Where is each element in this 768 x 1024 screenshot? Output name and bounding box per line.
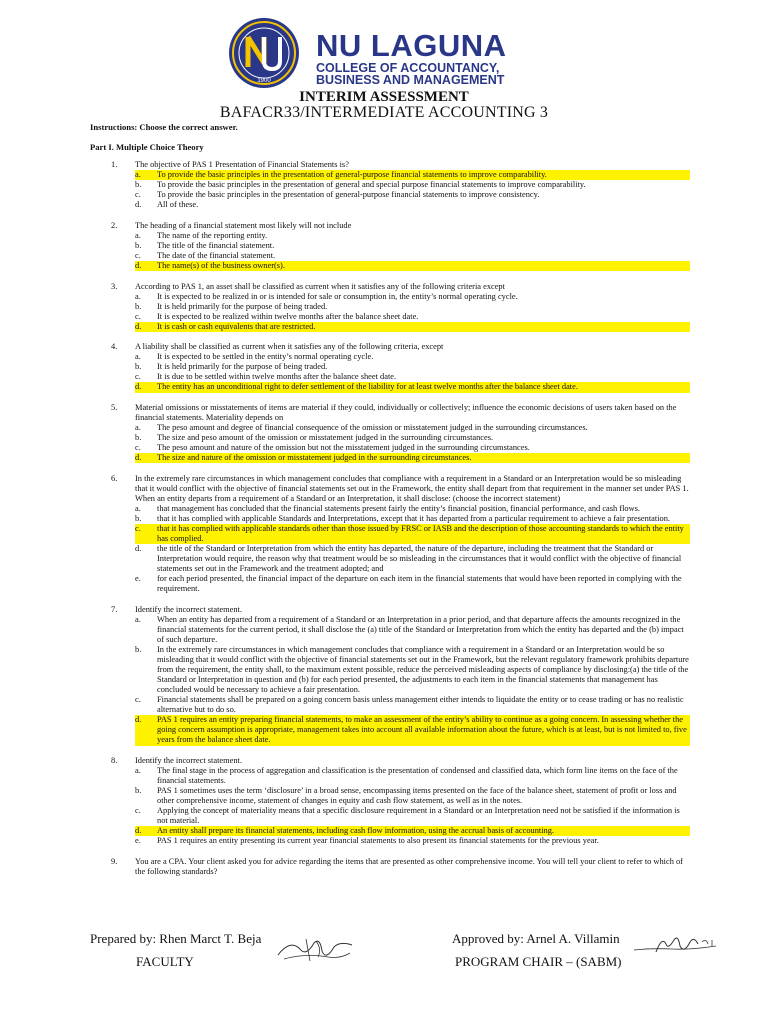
answer-option [135, 423, 690, 433]
option-letter: c. [135, 806, 141, 816]
option-letter: d. [135, 715, 142, 725]
answer-option [135, 443, 690, 453]
option-letter: c. [135, 190, 141, 200]
answer-option [135, 372, 690, 382]
prepared-by: Prepared by: Rhen Marct T. Beja [90, 931, 262, 946]
option-text: All of these. [157, 200, 199, 210]
question-4 [90, 342, 690, 392]
answer-option [135, 504, 690, 514]
answer-option-highlighted [135, 382, 690, 392]
answer-option [135, 786, 690, 806]
question-number: 9. [111, 856, 118, 866]
option-text: It is expected to be realized within twelve months after the balance sheet date. [157, 311, 419, 321]
answer-option [135, 645, 690, 695]
answer-option [135, 574, 690, 594]
option-letter: c. [135, 443, 141, 453]
option-letter: c. [135, 524, 141, 534]
option-text: It is held primarily for the purpose of being traded. [157, 301, 328, 311]
course-title: BAFACR33/INTERMEDIATE ACCOUNTING 3 [219, 104, 549, 121]
question-7 [90, 605, 690, 746]
answer-option [135, 695, 690, 715]
answer-option [135, 362, 690, 372]
option-text: PAS 1 sometimes uses the term ‘disclosure’ in a broad sense, encompassing items presented on the face of the balance sheet, statement of profit or loss and other comprehensive income, statement of changes in equity and cash flow statement, as well as in the notes. [157, 786, 677, 806]
question-5 [90, 403, 690, 463]
question-number: 4. [111, 342, 118, 352]
answer-option-highlighted [135, 170, 690, 180]
question-1 [90, 160, 690, 210]
option-letter: a. [135, 503, 141, 513]
option-text: To provide the basic principles in the presentation of general-purpose financial statements to improve comparability. [157, 170, 547, 180]
answer-option [135, 251, 690, 261]
option-text: PAS 1 requires an entity preparing financial statements, to make an assessment of the entity’s ability to continue as a going concern. In assessing whether the going concern assumption is appropriate, management takes into account all available information about the future, which is at least, but is not limited to, five years from the balance sheet date. [157, 715, 687, 745]
approved-by: Approved by: Arnel A. Villamin [452, 931, 620, 946]
option-letter: e. [135, 836, 141, 846]
question-6 [90, 474, 690, 595]
option-text: PAS 1 requires an entity presenting its current year financial statements to also present its financial statements for the previous year. [157, 836, 599, 846]
option-text: To provide the basic principles in the presentation of general-purpose financial statements to improve consistency. [157, 190, 540, 200]
question-2 [90, 221, 690, 271]
option-text: that it has complied with applicable standards other than those issued by FRSC or IASB and the description of those accounting standards to which the entity has complied. [157, 524, 684, 544]
option-text: Financial statements shall be prepared on a going concern basis unless management either intends to liquidate the entity or to cease trading or has no realistic alternative but to do so. [157, 695, 684, 715]
option-text: that it has complied with applicable Standards and Interpretations, except that it has departed from a particular requirement to achieve a fair presentation. [157, 514, 671, 523]
option-text: that management has concluded that the financial statements present fairly the entity’s financial position, financial performance, and cash flows. [157, 503, 641, 513]
option-letter: a. [135, 766, 141, 776]
document-title: INTERIM ASSESSMENT [299, 89, 469, 105]
question-text: In the extremely rare circumstances in which management concludes that compliance with a requirement in a Standard or an Interpretation would be so misleading that it would conflict with the objective of financial statements set out in the Framework, the entity shall depart from that requirement in the manner set under PAS 1. When an entity departs from a requirement of a Standard or an Interpretation, it shall disclose: (choose the incorrect statement) [135, 473, 689, 503]
question-number: 8. [111, 756, 118, 766]
option-letter: c. [135, 372, 141, 382]
option-text: It is expected to be settled in the entity’s normal operating cycle. [157, 352, 374, 362]
option-text: It is held primarily for the purpose of being traded. [157, 362, 328, 372]
option-letter: a. [135, 423, 141, 433]
answer-option [135, 514, 690, 524]
option-text: The date of the financial statement. [157, 250, 276, 260]
option-text: Applying the concept of materiality means that a specific disclosure requirement in a Standard or an Interpretation need not be satisfied if the information is not material. [157, 806, 680, 826]
option-text: The peso amount and degree of financial consequence of the omission or misstatement judged in the surrounding circumstances. [157, 423, 588, 433]
question-text: Identify the incorrect statement. [135, 756, 242, 766]
answer-option-highlighted [135, 322, 690, 332]
answer-option [135, 200, 690, 210]
option-text: The size and nature of the omission or misstatement judged in the surrounding circumstances. [157, 453, 472, 463]
option-text: The peso amount and nature of the omission but not the misstatement judged in the surrounding circumstances. [157, 443, 530, 453]
answer-option [135, 544, 690, 574]
option-text: The size and peso amount of the omission or misstatement judged in the surrounding circumstances. [157, 433, 494, 443]
assessment-content [90, 122, 690, 888]
option-letter: c. [135, 695, 141, 705]
question-text: The heading of a financial statement most likely will not include [135, 220, 352, 230]
option-letter: d. [135, 200, 142, 210]
question-number: 6. [111, 473, 118, 483]
question-text: A liability shall be classified as current when it satisfies any of the following criteria, except [135, 342, 444, 352]
answer-option [135, 615, 690, 645]
approved-role: PROGRAM CHAIR – (SABM) [455, 954, 622, 969]
option-text: When an entity has departed from a requirement of a Standard or an Interpretation in a prior period, and that departure affects the amounts recognized in the financial statements for the current period, it shall disclose the (a) title of the Standard or Interpretation from which the entity has departed and the (b) impact of such departure. [157, 614, 684, 645]
option-letter: c. [135, 311, 141, 321]
question-text: According to PAS 1, an asset shall be classified as current when it satisfies any of the following criteria except [135, 281, 505, 291]
option-text: It is due to be settled within twelve months after the balance sheet date. [157, 372, 397, 382]
option-letter: b. [135, 362, 142, 372]
answer-option [135, 433, 690, 443]
answer-option-highlighted [135, 261, 690, 271]
chair-signature [632, 932, 718, 958]
answer-option [135, 180, 690, 190]
brand-line2: BUSINESS AND MANAGEMENT [316, 73, 505, 87]
option-letter: d. [135, 544, 142, 554]
answer-option [135, 302, 690, 312]
answer-option [135, 766, 690, 786]
option-letter: b. [135, 301, 142, 311]
answer-option [135, 836, 690, 846]
question-text: Material omissions or misstatements of items are material if they could, individually or collectively; influence the economic decisions of users taken based on the financial statements. Materiality depends on [135, 403, 677, 423]
option-text: In the extremely rare circumstances in which management concludes that compliance with a requirement in a Standard or an Interpretation would be so misleading that it would conflict with the objective of financial statements set out in the Framework, but the relevant regulatory framework prohibits departure from the requirement, the entity shall, to the maximum extent possible, reduce the perceived misleading aspects of compliance by disclosing:(a) the title of the Standard or Interpretation in question and (b) for each period presented, the adjustments to each item in the financial statements that management has concluded would be necessary to achieve a fair presentation. [157, 645, 689, 695]
answer-option [135, 241, 690, 251]
question-text: Identify the incorrect statement. [135, 604, 242, 614]
option-text: The name of the reporting entity. [157, 230, 268, 240]
option-text: An entity shall prepare its financial statements, including cash flow information, using the accrual basis of accounting. [157, 826, 555, 836]
option-letter: b. [135, 514, 142, 523]
answer-option [135, 292, 690, 302]
option-letter: d. [135, 826, 142, 836]
svg-text:1900: 1900 [257, 78, 271, 84]
question-text: The objective of PAS 1 Presentation of Financial Statements is? [135, 160, 349, 170]
option-text: The title of the financial statement. [157, 240, 275, 250]
answer-option [135, 312, 690, 322]
answer-option [135, 231, 690, 241]
faculty-signature [276, 935, 354, 965]
question-9 [90, 857, 690, 877]
option-text: The name(s) of the business owner(s). [157, 261, 285, 271]
question-text: You are a CPA. Your client asked you for advice regarding the items that are presented as other comprehensive income. You will tell your client to refer to which of the following standards? [135, 856, 683, 876]
question-3 [90, 282, 690, 332]
question-list [90, 160, 690, 877]
option-letter: d. [135, 382, 142, 392]
answer-option-highlighted [135, 826, 690, 836]
option-letter: a. [135, 170, 141, 180]
option-letter: c. [135, 250, 141, 260]
option-text: It is cash or cash equivalents that are restricted. [157, 321, 316, 331]
answer-option-highlighted [135, 524, 690, 544]
option-text: The final stage in the process of aggregation and classification is the presentation of condensed and classified data, which form line items on the face of the financial statements. [157, 766, 678, 786]
question-8 [90, 756, 690, 846]
question-number: 2. [111, 220, 118, 230]
brand-name: NU LAGUNA [316, 28, 507, 63]
option-letter: b. [135, 180, 142, 190]
option-text: It is expected to be realized in or is intended for sale or consumption in, the entity’s normal operating cycle. [157, 291, 518, 301]
option-letter: b. [135, 786, 142, 796]
option-letter: d. [135, 453, 142, 463]
answer-option-highlighted [135, 715, 690, 745]
option-letter: b. [135, 240, 142, 250]
option-letter: a. [135, 614, 141, 624]
option-letter: a. [135, 291, 141, 301]
instructions: Instructions: Choose the correct answer. [90, 122, 238, 132]
answer-option-highlighted [135, 453, 690, 463]
answer-option [135, 806, 690, 826]
question-number: 3. [111, 281, 118, 291]
question-number: 5. [111, 403, 118, 413]
nu-seal-logo [228, 17, 300, 89]
option-text: To provide the basic principles in the presentation of general and special purpose financial statements to improve comparability. [157, 180, 586, 190]
answer-option [135, 190, 690, 200]
option-letter: a. [135, 230, 141, 240]
option-text: The entity has an unconditional right to defer settlement of the liability for at least twelve months after the balance sheet date. [157, 382, 578, 392]
option-letter: a. [135, 352, 141, 362]
question-number: 7. [111, 604, 118, 614]
answer-option [135, 352, 690, 362]
brand-line1: COLLEGE OF ACCOUNTANCY, [316, 61, 500, 75]
option-letter: b. [135, 645, 142, 655]
option-text: for each period presented, the financial impact of the departure on each item in the financial statements that would have been reported in complying with the requirement. [157, 574, 682, 594]
option-letter: e. [135, 574, 141, 584]
prepared-role: FACULTY [136, 954, 194, 969]
part-heading: Part I. Multiple Choice Theory [90, 142, 204, 153]
option-letter: d. [135, 261, 142, 271]
option-letter: d. [135, 321, 142, 331]
brand-block [316, 30, 507, 86]
option-letter: b. [135, 433, 142, 443]
question-number: 1. [111, 160, 118, 170]
option-text: the title of the Standard or Interpretation from which the entity has departed, the nature of the departure, including the treatment that the Standard or Interpretation would require, the reason why that treatment would be so misleading in the circumstances that it would conflict with the objective of financial statements set out in the Framework and the treatment adopted; and [157, 544, 682, 574]
